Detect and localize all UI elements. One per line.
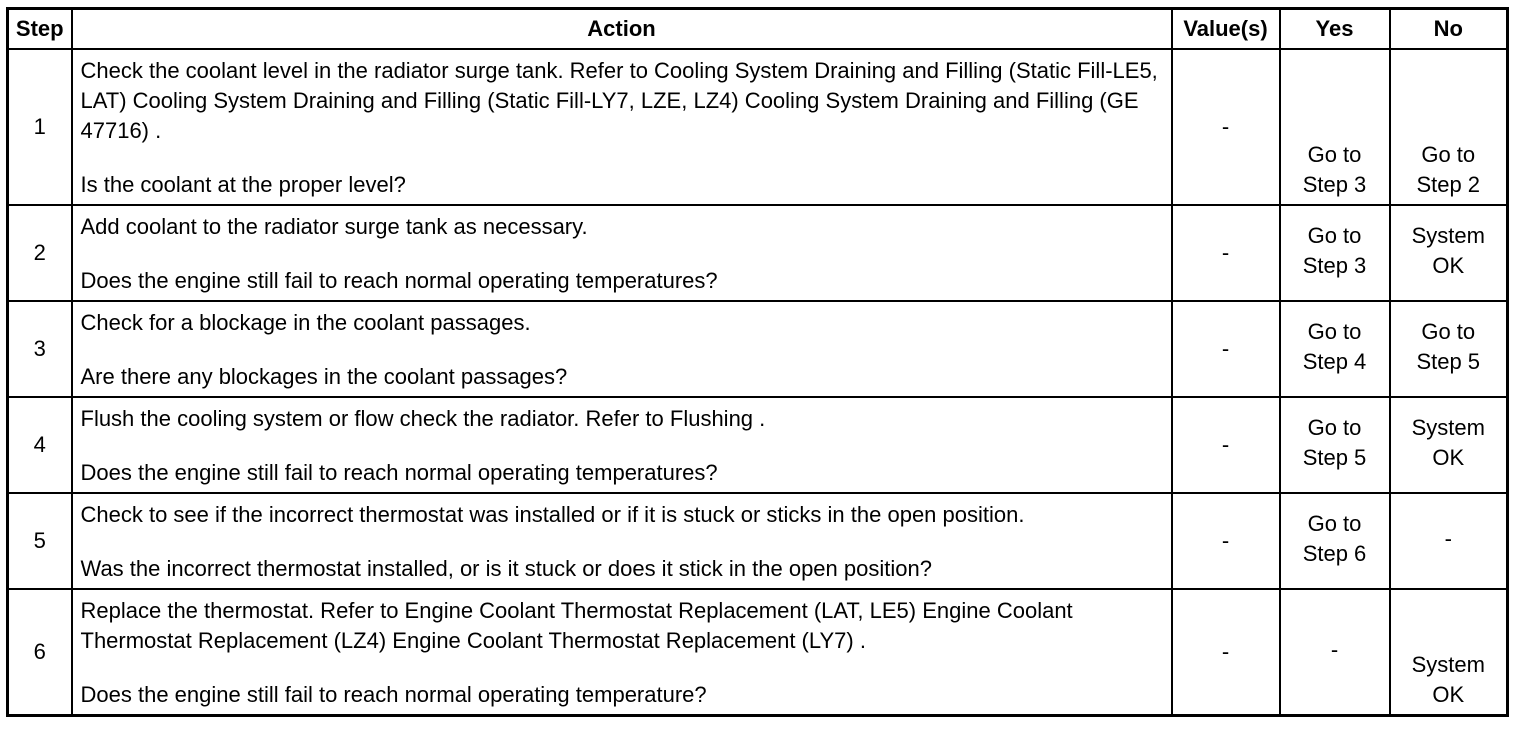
step-number: 5 xyxy=(8,493,72,589)
table-row xyxy=(8,205,1508,301)
no-line-1: Go to xyxy=(1421,319,1476,344)
yes-line-2: Step 3 xyxy=(1302,253,1367,278)
diagnostic-table xyxy=(6,7,1509,717)
no-line-2: OK xyxy=(1432,682,1465,707)
table-row xyxy=(8,301,1508,397)
action-cell xyxy=(72,397,1172,493)
yes-line-2: Step 3 xyxy=(1302,172,1367,197)
yes-line-1: Go to xyxy=(1307,319,1362,344)
action-instruction: Check to see if the incorrect thermostat was installed or if it is stuck or sticks in the open position. xyxy=(80,502,1025,527)
value-cell: - xyxy=(1172,493,1280,589)
yes-line-2: Step 4 xyxy=(1302,349,1367,374)
step-number: 4 xyxy=(8,397,72,493)
yes-line-2: Step 6 xyxy=(1302,541,1367,566)
yes-cell xyxy=(1280,49,1390,205)
no-line-1: System xyxy=(1411,415,1485,440)
action-question: Are there any blockages in the coolant passages? xyxy=(80,364,568,389)
action-question: Was the incorrect thermostat installed, or is it stuck or does it stick in the open position? xyxy=(80,556,932,581)
action-cell xyxy=(72,493,1172,589)
value-cell: - xyxy=(1172,49,1280,205)
header-no: No xyxy=(1390,9,1508,50)
header-row xyxy=(8,9,1508,50)
table-row xyxy=(8,49,1508,205)
no-line-1: - xyxy=(1444,526,1452,551)
yes-line-1: - xyxy=(1330,637,1339,662)
no-cell xyxy=(1390,397,1508,493)
header-step: Step xyxy=(8,9,72,50)
action-question: Is the coolant at the proper level? xyxy=(80,172,406,197)
step-number: 3 xyxy=(8,301,72,397)
step-number: 6 xyxy=(8,589,72,716)
header-action: Action xyxy=(72,9,1172,50)
action-question: Does the engine still fail to reach normal operating temperatures? xyxy=(80,268,718,293)
action-cell xyxy=(72,301,1172,397)
header-values: Value(s) xyxy=(1172,9,1280,50)
no-line-2: Step 2 xyxy=(1416,172,1481,197)
action-cell xyxy=(72,589,1172,716)
table-row xyxy=(8,397,1508,493)
yes-line-1: Go to xyxy=(1307,415,1362,440)
no-line-2: OK xyxy=(1432,445,1465,470)
action-cell xyxy=(72,49,1172,205)
action-instruction: Check for a blockage in the coolant passages. xyxy=(80,310,531,335)
action-question: Does the engine still fail to reach normal operating temperature? xyxy=(80,682,707,707)
value-cell: - xyxy=(1172,301,1280,397)
no-line-1: Go to xyxy=(1421,142,1476,167)
action-cell xyxy=(72,205,1172,301)
step-number: 1 xyxy=(8,49,72,205)
header-yes: Yes xyxy=(1280,9,1390,50)
value-cell: - xyxy=(1172,205,1280,301)
no-line-2: OK xyxy=(1432,253,1465,278)
yes-cell xyxy=(1280,493,1390,589)
action-instruction: Flush the cooling system or flow check the radiator. Refer to Flushing . xyxy=(80,406,766,431)
yes-cell xyxy=(1280,397,1390,493)
yes-line-1: Go to xyxy=(1307,511,1362,536)
no-cell xyxy=(1390,493,1508,589)
yes-cell xyxy=(1280,301,1390,397)
yes-line-1: Go to xyxy=(1307,142,1362,167)
yes-line-1: Go to xyxy=(1307,223,1362,248)
no-line-2: Step 5 xyxy=(1416,349,1481,374)
step-number: 2 xyxy=(8,205,72,301)
no-line-1: System xyxy=(1411,223,1485,248)
no-cell xyxy=(1390,205,1508,301)
no-cell xyxy=(1390,301,1508,397)
yes-line-2: Step 5 xyxy=(1302,445,1367,470)
value-cell: - xyxy=(1172,397,1280,493)
action-instruction: Add coolant to the radiator surge tank as necessary. xyxy=(80,214,588,239)
table-row xyxy=(8,493,1508,589)
yes-cell xyxy=(1280,205,1390,301)
action-question: Does the engine still fail to reach normal operating temperatures? xyxy=(80,460,718,485)
yes-cell xyxy=(1280,589,1390,716)
action-instruction: Replace the thermostat. Refer to Engine Coolant Thermostat Replacement (LAT, LE5) Engine Coolant Thermostat Replacement (LZ4) Engine Coolant Thermostat Replacement (LY7) . xyxy=(80,598,1073,653)
value-cell: - xyxy=(1172,589,1280,716)
action-instruction: Check the coolant level in the radiator surge tank. Refer to Cooling System Draining and Filling (Static Fill-LE5, LAT) Cooling System Draining and Filling (Static Fill-LY7, LZE, LZ4) Cooling System Draining and Filling (GE 47716) . xyxy=(80,58,1158,143)
table-row xyxy=(8,589,1508,716)
no-cell xyxy=(1390,589,1508,716)
no-cell xyxy=(1390,49,1508,205)
no-line-1: System xyxy=(1411,652,1485,677)
